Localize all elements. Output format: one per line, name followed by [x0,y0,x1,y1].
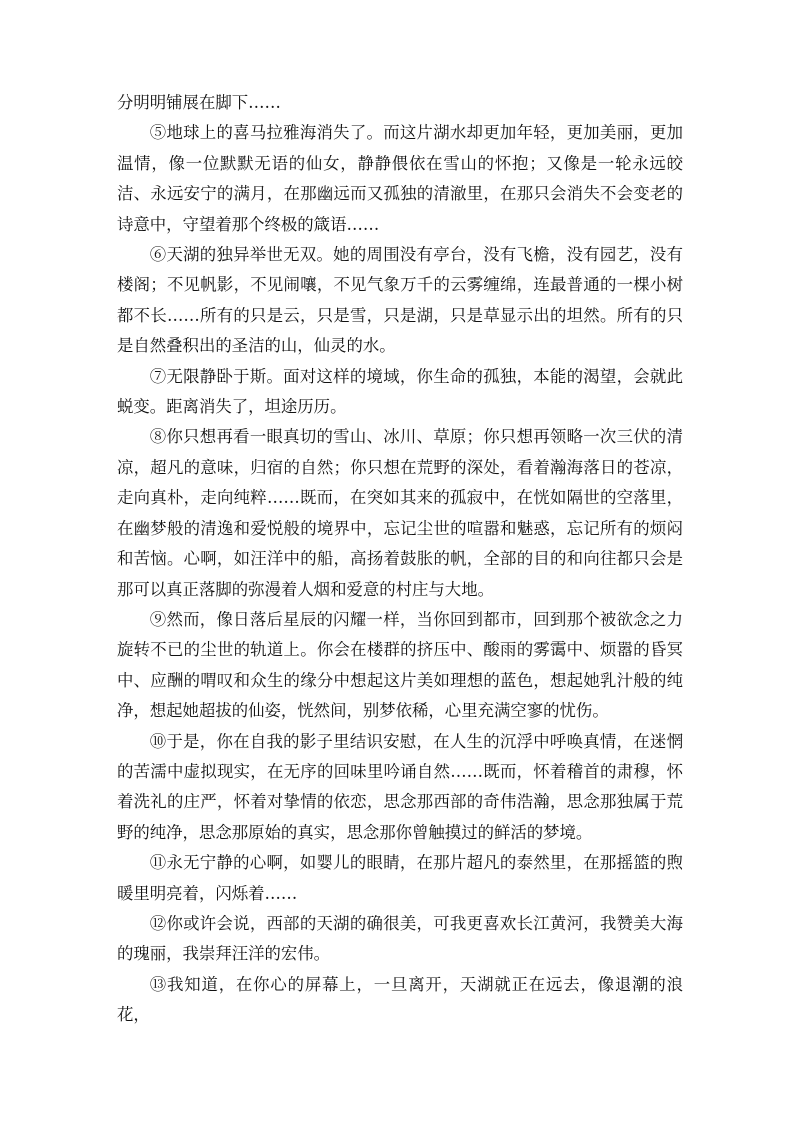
paragraph-11: ⑪永无宁静的心啊，如婴儿的眼睛，在那片超凡的泰然里，在那摇篮的煦暖里明亮着，闪烁着…… [117,853,683,903]
paragraph-7: ⑦无限静卧于斯。面对这样的境域，你生命的孤独，本能的渴望，会就此蜕变。距离消失了，坦途历历。 [117,366,683,417]
paragraph-continued: 分明明铺展在脚下…… [117,93,281,112]
paragraph-8: ⑧你只想再看一眼真切的雪山、冰川、草原；你只想再领略一次三伏的清凉，超凡的意味，归宿的自然；你只想在荒野的深处，看着瀚海落日的苍凉，走向真朴，走向纯粹……既而，在突如其来的孤寂中，在恍如隔世的空落里，在幽梦般的清逸和爱悦般的境界中，忘记尘世的喧嚣和魅惑，忘记所有的烦闷和苦恼。心啊，如汪洋中的船，高扬着鼓胀的帆，全部的目的和向往都只会是那可以真正落脚的弥漫着人烟和爱意的村庄与大地。 [117,427,683,599]
paragraph-6: ⑥天湖的独异举世无双。她的周围没有亭台，没有飞檐，没有园艺，没有楼阁；不见帆影，不见闹嚷，不见气象万千的云雾缠绵，连最普通的一棵小树都不长……所有的只是云，只是雪，只是湖，只是草显示出的坦然。所有的只是自然叠积出的圣洁的山，仙灵的水。 [117,245,683,356]
paragraph-10: ⑩于是，你在自我的影子里结识安慰，在人生的沉浮中呼唤真情，在迷惘的苦濡中虚拟现实，在无序的回味里吟诵自然……既而，怀着稽首的肃穆，怀着洗礼的庄严，怀着对挚情的依恋，思念那西部的奇伟浩瀚，思念那独属于荒野的纯净，思念那原始的真实，思念那你曾触摸过的鲜活的梦境。 [117,731,683,842]
paragraph-13: ⑬我知道，在你心的屏幕上，一旦离开，天湖就正在远去，像退潮的浪花， [117,974,683,1025]
paragraph-12: ⑫你或许会说，西部的天湖的确很美，可我更喜欢长江黄河，我赞美大海的瑰丽，我崇拜汪洋的宏伟。 [117,913,683,964]
article-body [117,88,683,1031]
paragraph-9: ⑨然而，像日落后星辰的闪耀一样，当你回到都市，回到那个被欲念之力旋转不已的尘世的轨道上。你会在楼群的挤压中、酸雨的雾霭中、烦嚣的昏冥中、应酬的喟叹和众生的缘分中想起这片美如理想的蓝色，想起她乳汁般的纯净，想起她超拔的仙姿，恍然间，别梦依稀，心里充满空寥的忧伤。 [117,609,683,721]
paragraph-5: ⑤地球上的喜马拉雅海消失了。而这片湖水却更加年轻，更加美丽，更加温情，像一位默默无语的仙女，静静偎依在雪山的怀抱；又像是一轮永远皎洁、永远安宁的满月，在那幽远而又孤独的清澈里，在那只会消失不会变老的诗意中，守望着那个终极的箴语…… [117,123,683,234]
